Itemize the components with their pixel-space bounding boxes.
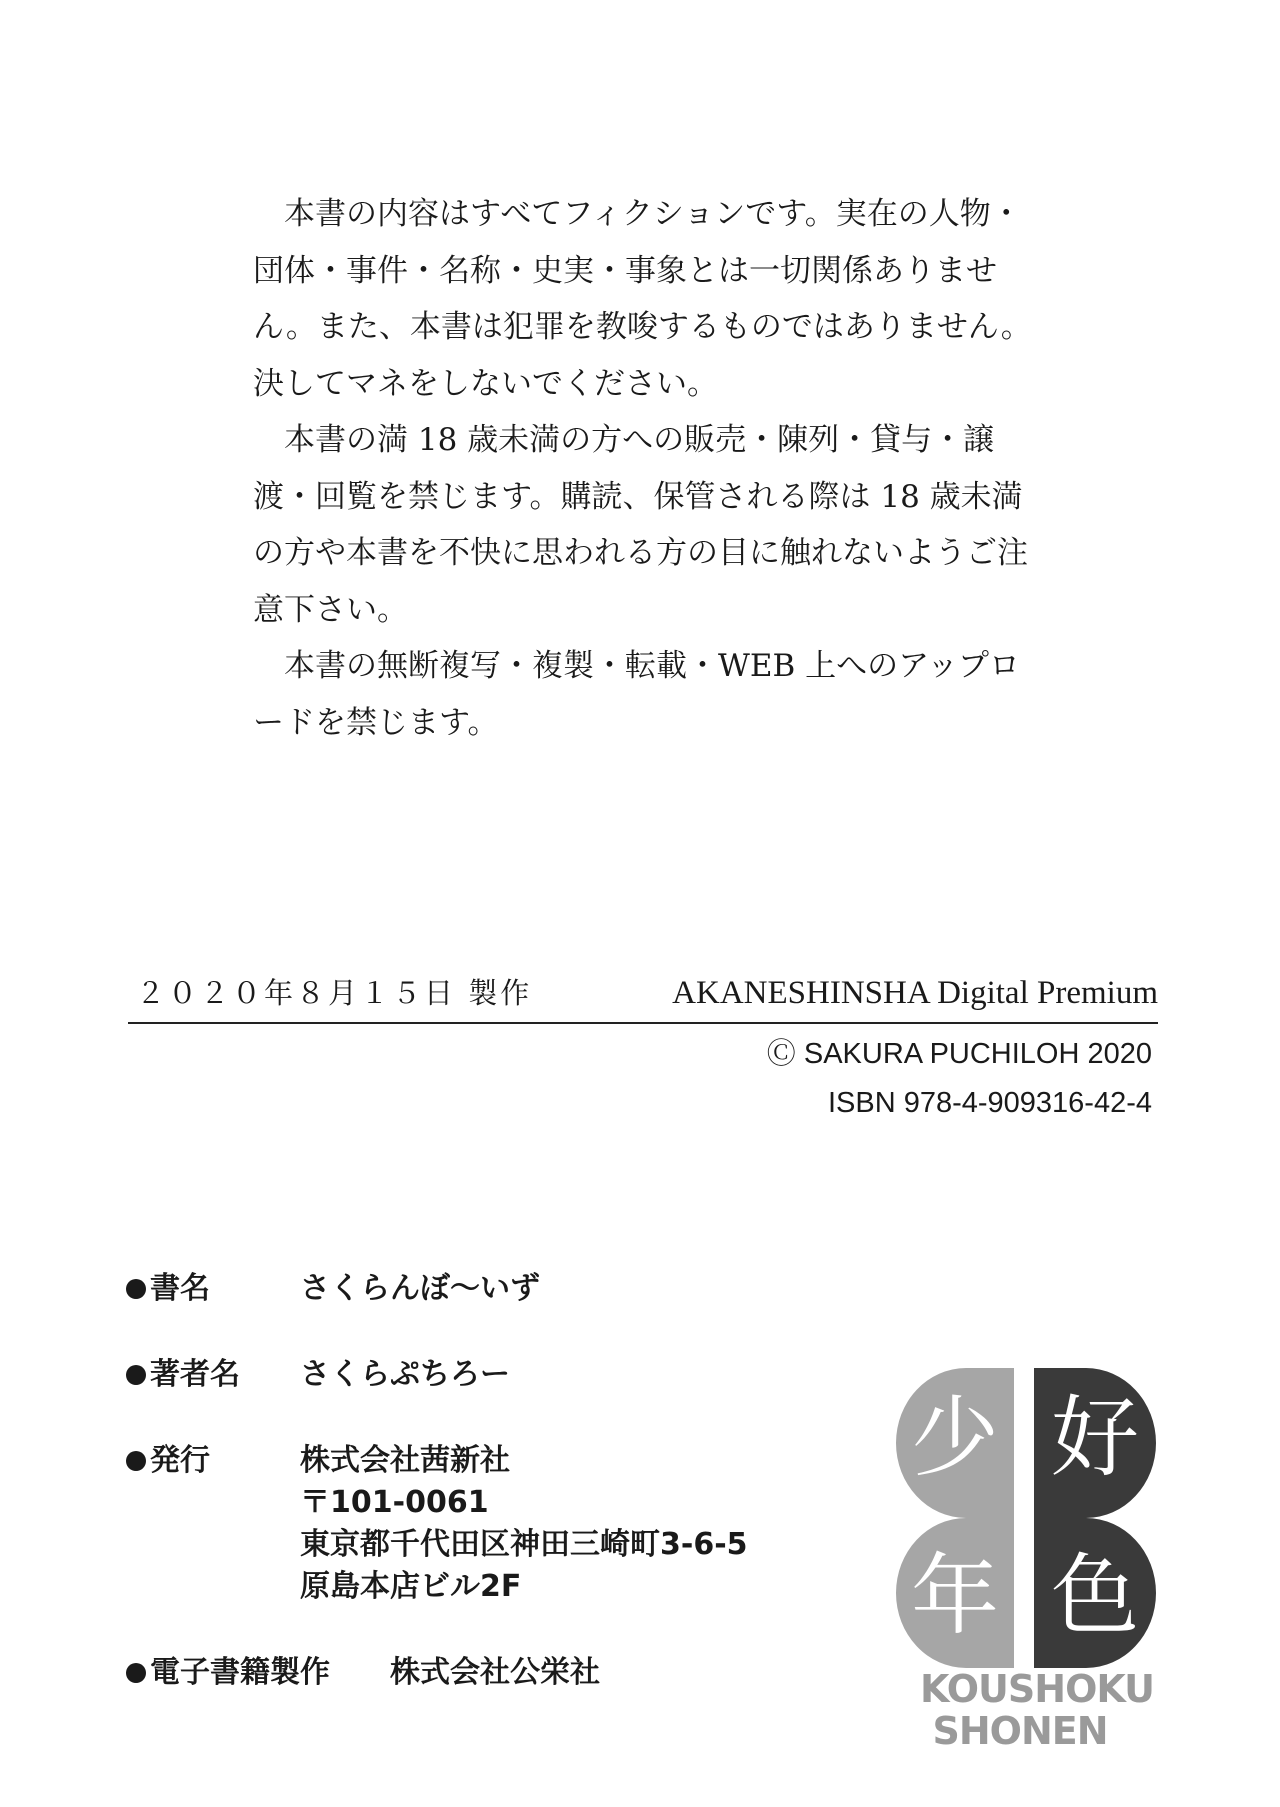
logo-english: [920, 1667, 1155, 1753]
rights-block: [767, 1030, 1152, 1128]
isbn: ISBN 978-4-909316-42-4: [827, 1087, 1152, 1119]
disclaimer-paragraph: 本書の内容はすべてフィクションです。実在の人物・団体・事件・名称・史実・事象とは一切関係ありません。また、本書は犯罪を教唆するものではありません。決してマネをしないでください。: [253, 196, 1032, 402]
disclaimer-paragraph: 本書の満 18 歳未満の方への販売・陳列・貸与・譲渡・回覧を禁じます。購読、保管される際は 18 歳未満の方や本書を不快に思われる方の目に触れないようご注意下さい。: [253, 422, 1028, 628]
logo-en-line1: KOUSHOKU: [920, 1667, 1155, 1711]
copyright-notice: Ⓒ SAKURA PUCHILOH 2020: [766, 1038, 1152, 1070]
logo-char-sho: 少: [910, 1386, 1000, 1489]
postal-code: 〒101-0061: [300, 1485, 489, 1520]
bullet-icon: [126, 1663, 146, 1683]
bullet-icon: [126, 1365, 146, 1385]
info-row-title: [126, 1268, 886, 1310]
bullet-icon: [126, 1451, 146, 1471]
info-label: 書名: [150, 1271, 210, 1306]
colophon-header: [128, 970, 1158, 1024]
publisher-name: 株式会社茜新社: [300, 1443, 510, 1478]
info-row-author: [126, 1354, 886, 1396]
info-row-ebook: [126, 1652, 886, 1694]
bullet-icon: [126, 1279, 146, 1299]
address-line-2: 原島本店ビル2F: [300, 1569, 522, 1604]
disclaimer-paragraph: 本書の無断複写・複製・転載・WEB 上へのアップロードを禁じます。: [253, 648, 1020, 741]
edition-name: AKANESHINSHA Digital Premium: [672, 975, 1158, 1011]
logo-char-kou: 好: [1050, 1386, 1140, 1489]
info-row-publisher: [126, 1440, 886, 1608]
logo-char-shoku: 色: [1050, 1544, 1140, 1647]
info-label: 発行: [150, 1443, 210, 1478]
publisher-details: [300, 1440, 748, 1608]
address-line-1: 東京都千代田区神田三崎町3-6-5: [300, 1527, 748, 1562]
disclaimer-text: [253, 186, 1033, 751]
koushoku-shonen-logo: [896, 1368, 1156, 1678]
info-label: 電子書籍製作: [150, 1655, 330, 1690]
ebook-producer: 株式会社公栄社: [390, 1655, 600, 1690]
logo-char-nen: 年: [910, 1544, 1000, 1647]
book-info: [126, 1268, 886, 1694]
publication-date: ２０２０年８月１５日 製作: [136, 976, 533, 1010]
book-title: さくらんぼ～いず: [300, 1271, 540, 1306]
logo-en-line2: SHONEN: [932, 1709, 1108, 1753]
info-label: 著者名: [150, 1357, 240, 1392]
author-name: さくらぷちろー: [300, 1357, 510, 1392]
